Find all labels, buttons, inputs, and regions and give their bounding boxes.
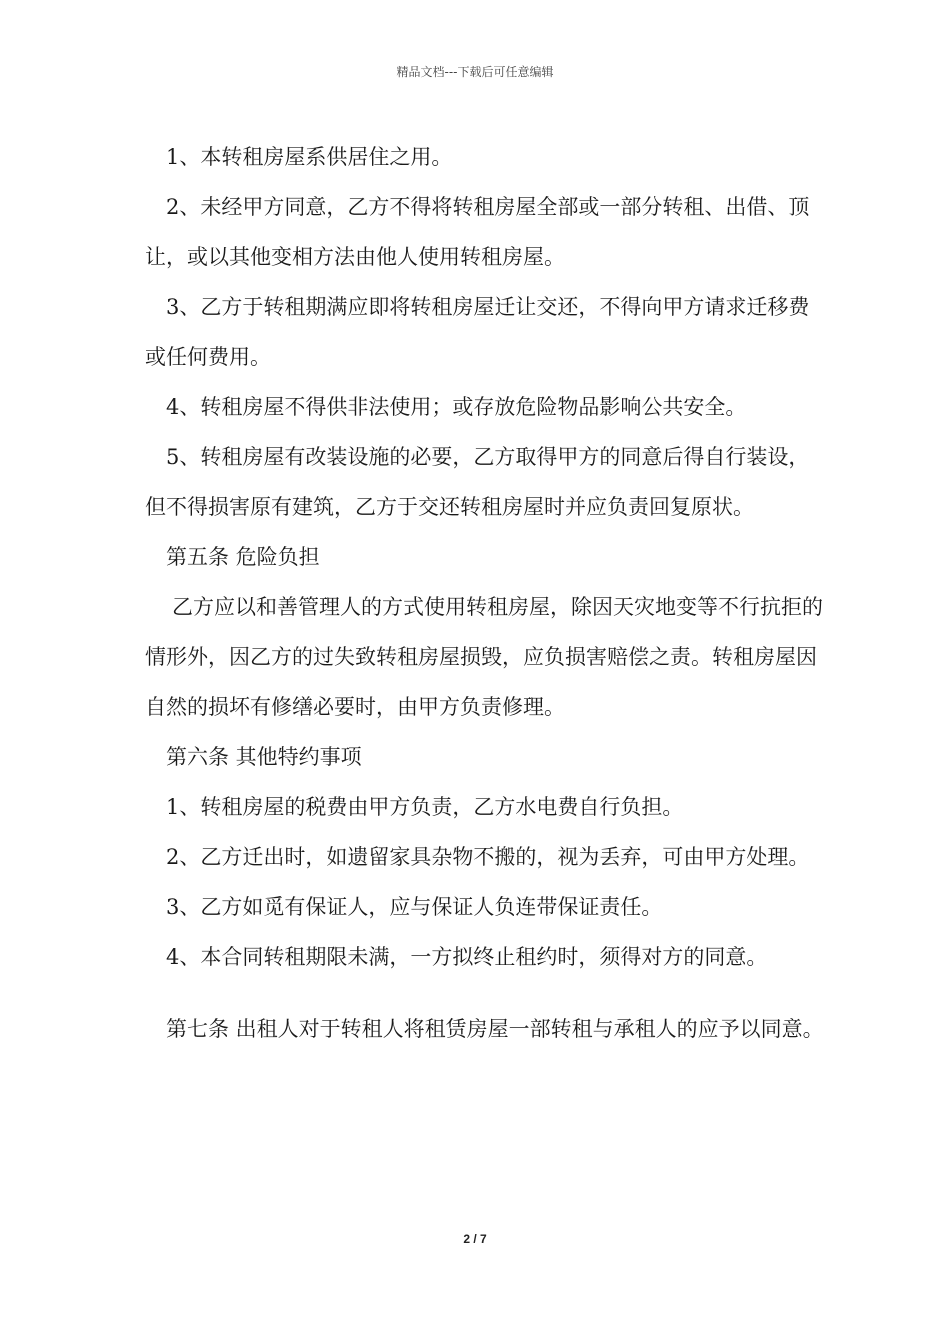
clause-no-illegal-use: 4、转租房屋不得供非法使用；或存放危险物品影响公共安全。 <box>166 395 747 419</box>
article-7: 第七条 出租人对于转租人将租赁房屋一部转租与承租人的应予以同意。 <box>166 1017 824 1041</box>
clause-taxes-utilities: 1、转租房屋的税费由甲方负责，乙方水电费自行负担。 <box>166 795 684 819</box>
article-6-heading: 第六条 其他特约事项 <box>166 745 362 769</box>
clause-abandoned-items: 2、乙方迁出时，如遗留家具杂物不搬的，视为丢弃，可由甲方处理。 <box>166 845 810 869</box>
clause-early-termination: 4、本合同转租期限未满，一方拟终止租约时，须得对方的同意。 <box>166 945 768 969</box>
document-body <box>145 132 825 1054</box>
paragraph-gap <box>145 982 825 1004</box>
clause-no-sublease: 2、未经甲方同意，乙方不得将转租房屋全部或一部分转租、出借、顶让，或以其他变相方法由他人使用转租房屋。 <box>145 195 810 269</box>
article-5-heading: 第五条 危险负担 <box>166 545 320 569</box>
page-number: 2 / 7 <box>463 1232 487 1246</box>
clause-return-on-expiry: 3、乙方于转租期满应即将转租房屋迁让交还，不得向甲方请求迁移费或任何费用。 <box>145 295 810 369</box>
clause-use-purpose: 1、本转租房屋系供居住之用。 <box>166 145 453 169</box>
clause-renovation: 5、转租房屋有改装设施的必要，乙方取得甲方的同意后得自行装设，但不得损害原有建筑，乙方于交还转租房屋时并应负责回复原状。 <box>145 445 810 519</box>
page-header: 精品文档---下载后可任意编辑 <box>396 65 554 79</box>
clause-guarantor: 3、乙方如觅有保证人，应与保证人负连带保证责任。 <box>166 895 663 919</box>
article-5-body: 乙方应以和善管理人的方式使用转租房屋，除因天灾地变等不行抗拒的情形外，因乙方的过失致转租房屋损毁，应负损害赔偿之责。转租房屋因自然的损坏有修缮必要时，由甲方负责修理。 <box>145 595 823 719</box>
